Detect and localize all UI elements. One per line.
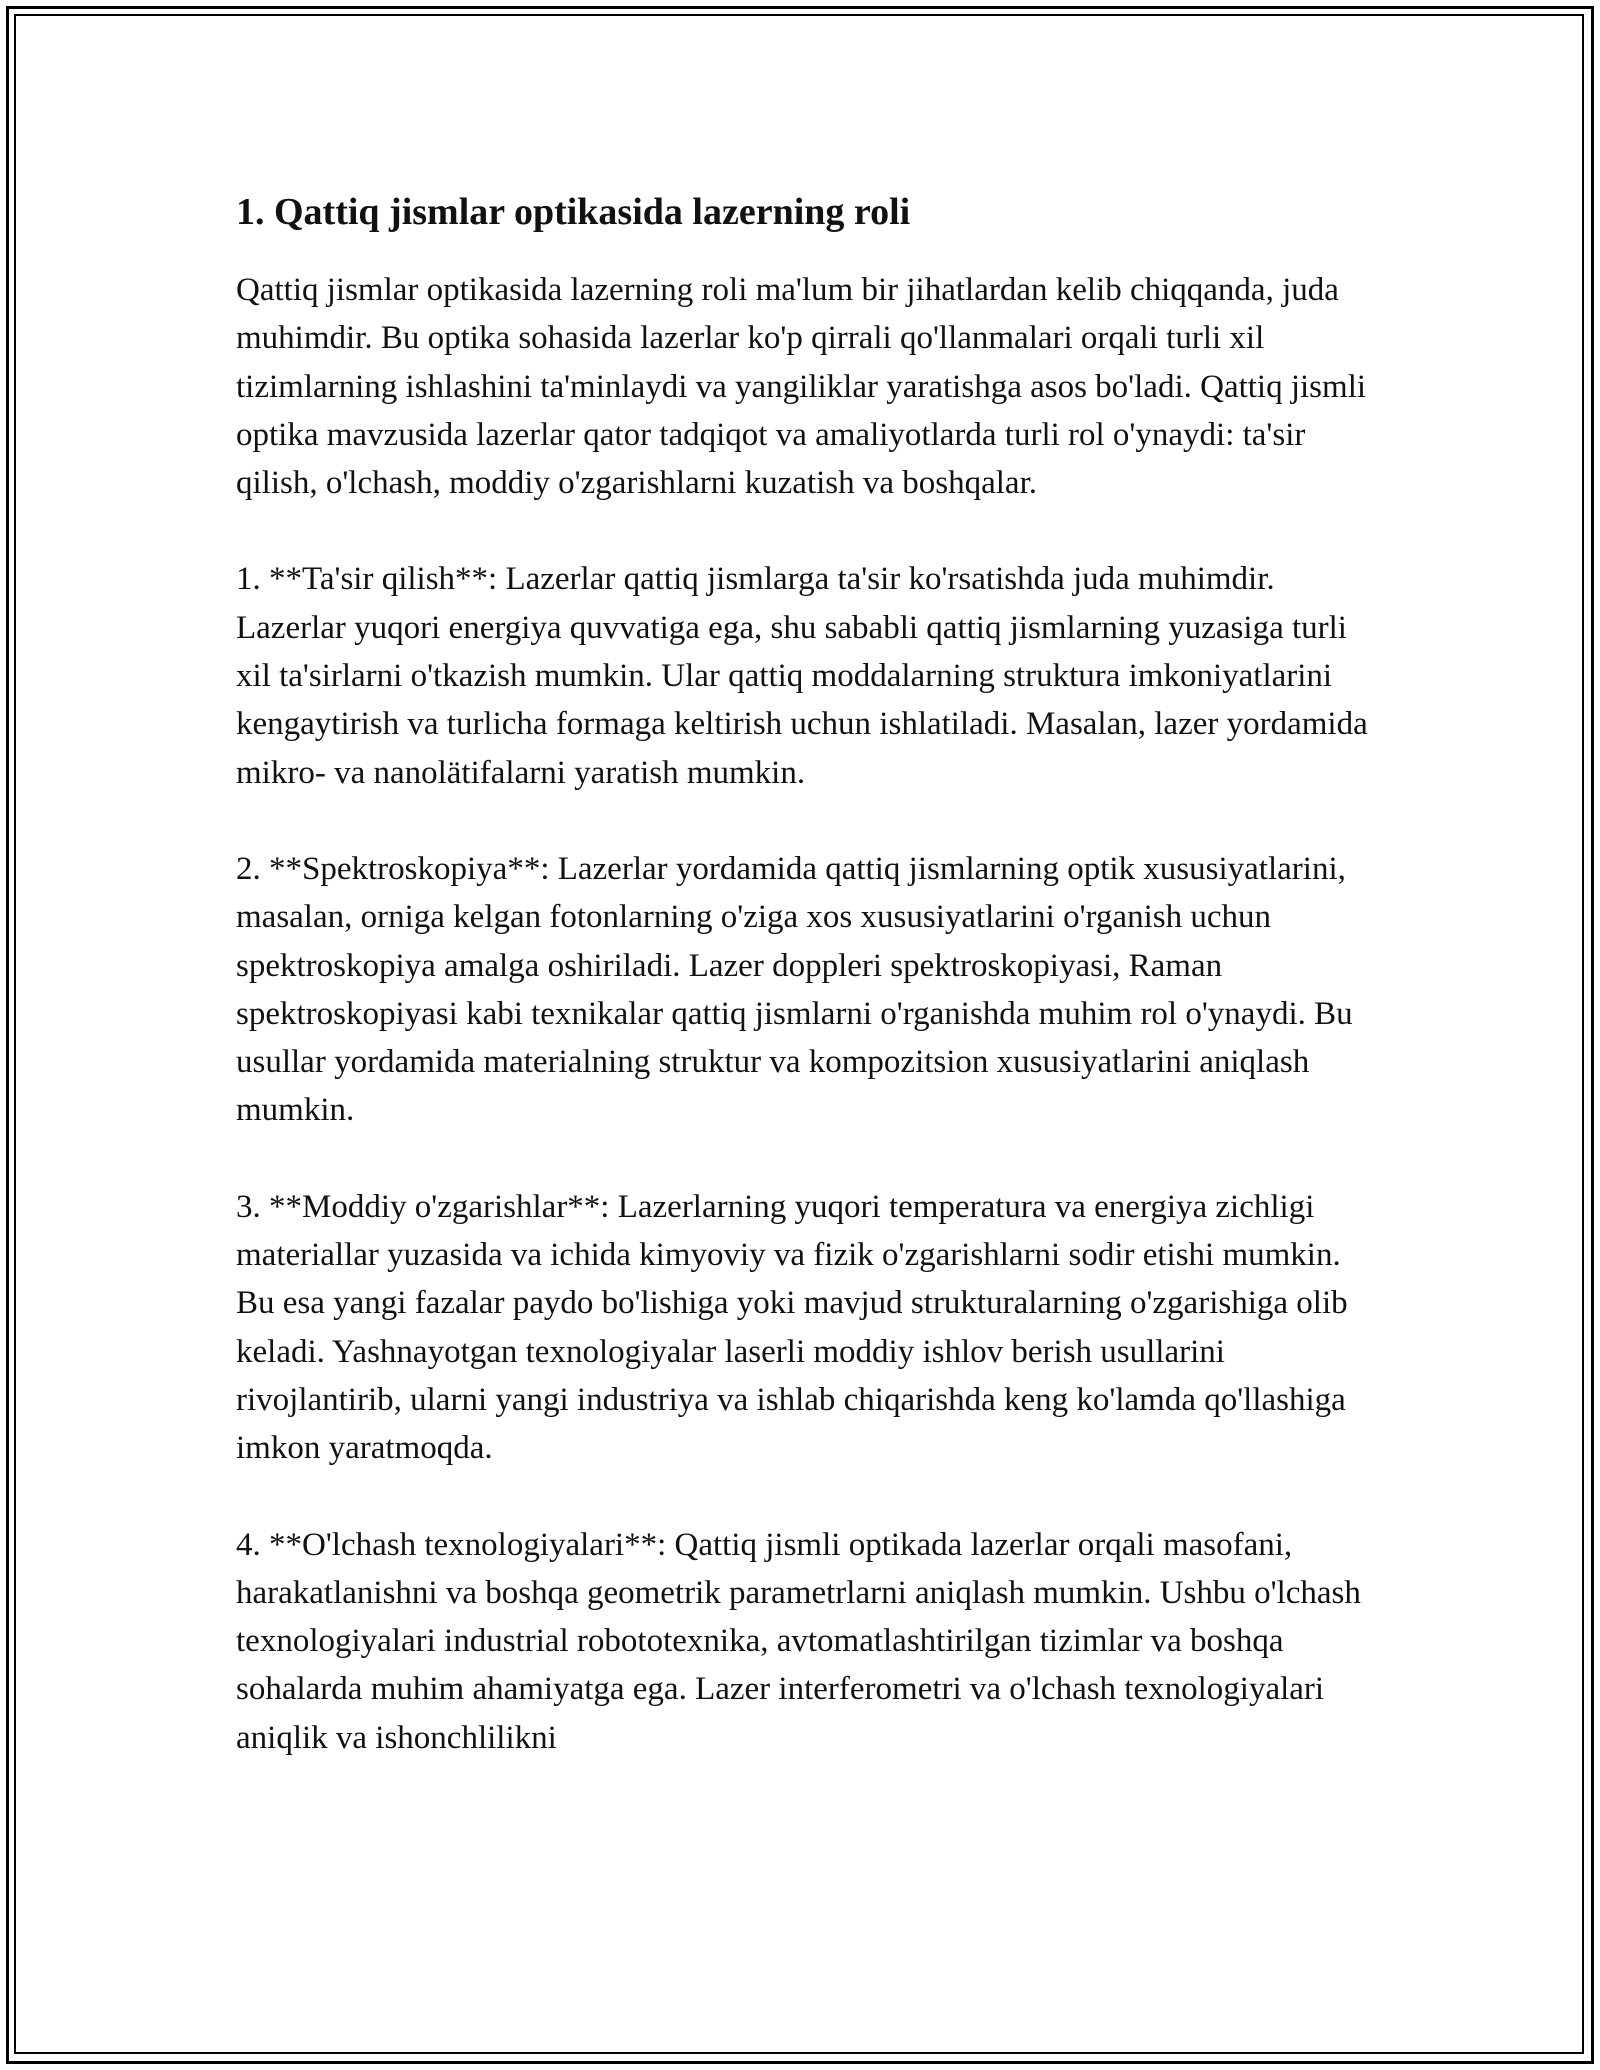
paragraph-moddiy-ozgarishlar: 3. **Moddiy o'zgarishlar**: Lazerlarning yuqori temperatura va energiya zichligi materiallar yuzasida va ichida kimyoviy va fizik o'zgarishlarni sodir etishi mumkin. Bu esa yangi fazalar paydo bo'lishiga yoki mavjud strukturalarning o'zgarishiga olib keladi. Yashnayotgan texnologiyalar laserli moddiy ishlov berish usullarini rivojlantirib, ularni yangi industriya va ishlab chiqarishda keng ko'lamda qo'llashiga imkon yaratmoqda.: [236, 1188, 1348, 1467]
paragraph-tasir-qilish: 1. **Ta'sir qilish**: Lazerlar qattiq jismlarga ta'sir ko'rsatishda juda muhimdir. Lazerlar yuqori energiya quvvatiga ega, shu sababli qattiq jismlarning yuzasiga turli xil ta'sirlarni o'tkazish mumkin. Ular qattiq moddalarning struktura imkoniyatlarini kengaytirish va turlicha formaga keltirish uchun ishlatiladi. Masalan, lazer yordamida mikro- va nanolätifalarni yaratish mumkin.: [236, 561, 1368, 791]
document-body: [236, 186, 1376, 1762]
paragraph-olchash-texnologiyalari: 4. **O'lchash texnologiyalari**: Qattiq jismli optikada lazerlar orqali masofani, harakatlanishni va boshqa geometrik parametrlarni aniqlash mumkin. Ushbu o'lchash texnologiyalari industrial robototexnika, avtomatlashtirilgan tizimlar va boshqa sohalarda muhim ahamiyatga ega. Lazer interferometri va o'lchash texnologiyalari aniqlik va ishonchlilikni: [236, 1526, 1361, 1756]
intro-paragraph: Qattiq jismlar optikasida lazerning roli ma'lum bir jihatlardan kelib chiqqanda, juda muhimdir. Bu optika sohasida lazerlar ko'p qirrali qo'llanmalari orqali turli xil tizimlarning ishlashini ta'minlaydi va yangiliklar yaratishga asos bo'ladi. Qattiq jismli optika mavzusida lazerlar qator tadqiqot va amaliyotlarda turli rol o'ynaydi: ta'sir qilish, o'lchash, moddiy o'zgarishlarni kuzatish va boshqalar.: [236, 272, 1367, 502]
section-heading: 1. Qattiq jismlar optikasida lazerning roli: [236, 191, 911, 233]
paragraph-spektroskopiya: 2. **Spektroskopiya**: Lazerlar yordamida qattiq jismlarning optik xususiyatlarini, masalan, orniga kelgan fotonlarning o'ziga xos xususiyatlarini o'rganish uchun spektroskopiya amalga oshiriladi. Lazer doppleri spektroskopiyasi, Raman spektroskopiyasi kabi texnikalar qattiq jismlarni o'rganishda muhim rol o'ynaydi. Bu usullar yordamida materialning struktur va kompozitsion xususiyatlarini aniqlash mumkin.: [236, 850, 1353, 1129]
